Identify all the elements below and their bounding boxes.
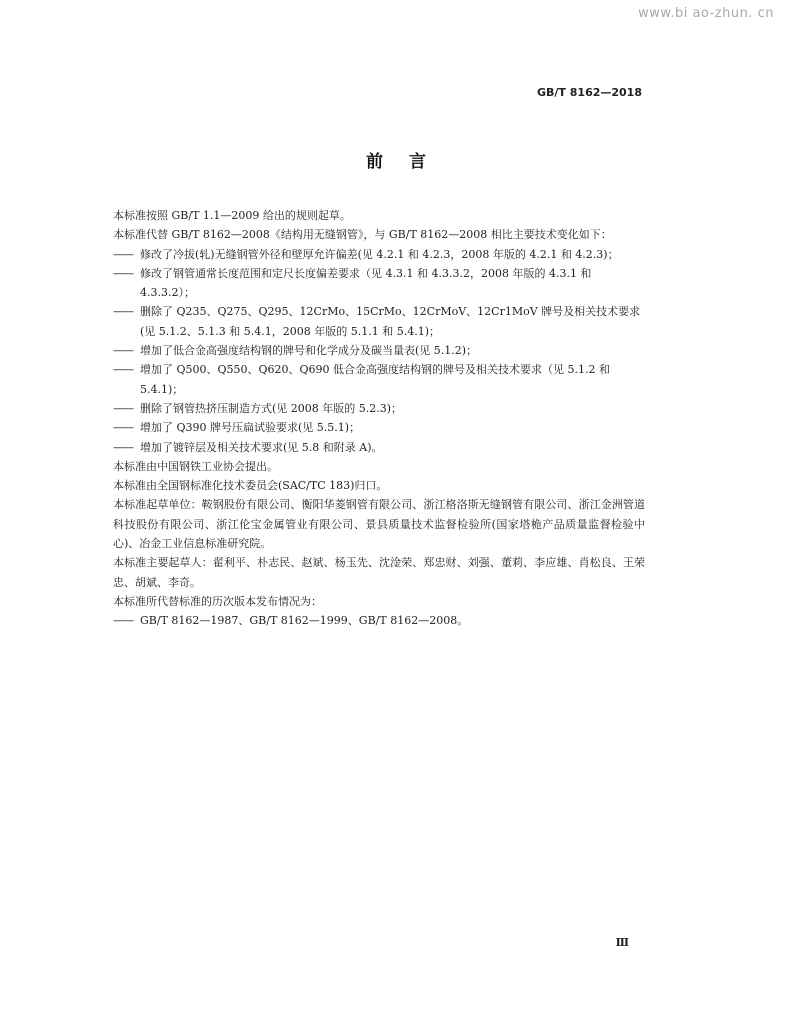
- intro-paragraph: 本标准代替 GB/T 8162—2008《结构用无缝钢管》，与 GB/T 8162—2008 相比主要技术变化如下：: [113, 228, 612, 242]
- dash-marker: ——: [113, 401, 133, 415]
- standard-number: GB/T 8162—2018: [537, 86, 642, 99]
- intro-paragraph: 本标准按照 GB/T 1.1—2009 给出的规则起草。: [113, 209, 351, 222]
- dash-marker: ——: [113, 363, 133, 377]
- drafting-units: 本标准起草单位：鞍钢股份有限公司、衡阳华菱钢管有限公司、浙江格洛斯无缝钢管有限公司、浙江金洲管道科技股份有限公司、浙江伦宝金属管业有限公司、景县质量技术监督检验所(国家塔桅产品质量监督检验中心)、冶金工业信息标准研究院。: [113, 498, 645, 551]
- page-title: 前言: [366, 152, 452, 172]
- dash-marker: ——: [113, 266, 133, 280]
- change-item: [113, 341, 645, 360]
- dash-marker: ——: [113, 305, 133, 319]
- change-item: [113, 302, 645, 341]
- page-number: Ⅲ: [615, 936, 629, 949]
- proposed-by: 本标准由中国钢铁工业协会提出。: [113, 459, 278, 473]
- change-text: 删除了钢管热挤压制造方式(见 2008 年版的 5.2.3)；: [140, 401, 403, 415]
- preface-body: [113, 206, 645, 631]
- change-item: [113, 438, 645, 457]
- history-intro: 本标准所代替标准的历次版本发布情况为：: [113, 594, 322, 608]
- history-versions-text: GB/T 8162—1987、GB/T 8162—1999、GB/T 8162—2008。: [140, 614, 469, 628]
- change-text: 删除了 Q235、Q275、Q295、12CrMo、15CrMo、12CrMoV、12Cr1MoV 牌号及相关技术要求(见 5.1.2、5.1.3 和 5.4.1，2008 年版的 5.1.1 和 5.4.1)；: [140, 305, 641, 338]
- history-versions: [113, 611, 645, 630]
- administered-by: 本标准由全国钢标准化技术委员会(SAC/TC 183)归口。: [113, 479, 388, 493]
- dash-marker: ——: [113, 440, 133, 454]
- dash-marker: ——: [113, 247, 133, 261]
- change-text: 增加了镀锌层及相关技术要求(见 5.8 和附录 A)。: [140, 440, 383, 454]
- change-item: [113, 264, 645, 303]
- change-text: 修改了冷拔(轧)无缝钢管外径和壁厚允许偏差(见 4.2.1 和 4.2.3，2008 年版的 4.2.1 和 4.2.3)；: [140, 247, 619, 261]
- drafters: 本标准主要起草人：翟利平、朴志民、赵斌、杨玉先、沈淦荣、郑忠财、刘强、董莉、李应雄、肖松良、王荣忠、胡斌、李奇。: [113, 556, 645, 589]
- change-text: 增加了 Q500、Q550、Q620、Q690 低合金高强度结构钢的牌号及相关技术要求（见 5.1.2 和 5.4.1)；: [140, 363, 611, 396]
- change-item: [113, 360, 645, 399]
- watermark: www.bi ao-zhun. cn: [638, 6, 774, 21]
- change-text: 修改了钢管通常长度范围和定尺长度偏差要求（见 4.3.1 和 4.3.3.2，2008 年版的 4.3.1 和 4.3.3.2）；: [140, 266, 592, 300]
- dash-marker: ——: [113, 344, 133, 358]
- change-item: [113, 418, 645, 437]
- change-item: [113, 245, 645, 264]
- change-item: [113, 399, 645, 418]
- dash-marker: ——: [113, 614, 133, 628]
- change-text: 增加了低合金高强度结构钢的牌号和化学成分及碳当量表(见 5.1.2)；: [140, 344, 478, 358]
- dash-marker: ——: [113, 421, 133, 435]
- change-text: 增加了 Q390 牌号压扁试验要求(见 5.5.1)；: [140, 421, 361, 435]
